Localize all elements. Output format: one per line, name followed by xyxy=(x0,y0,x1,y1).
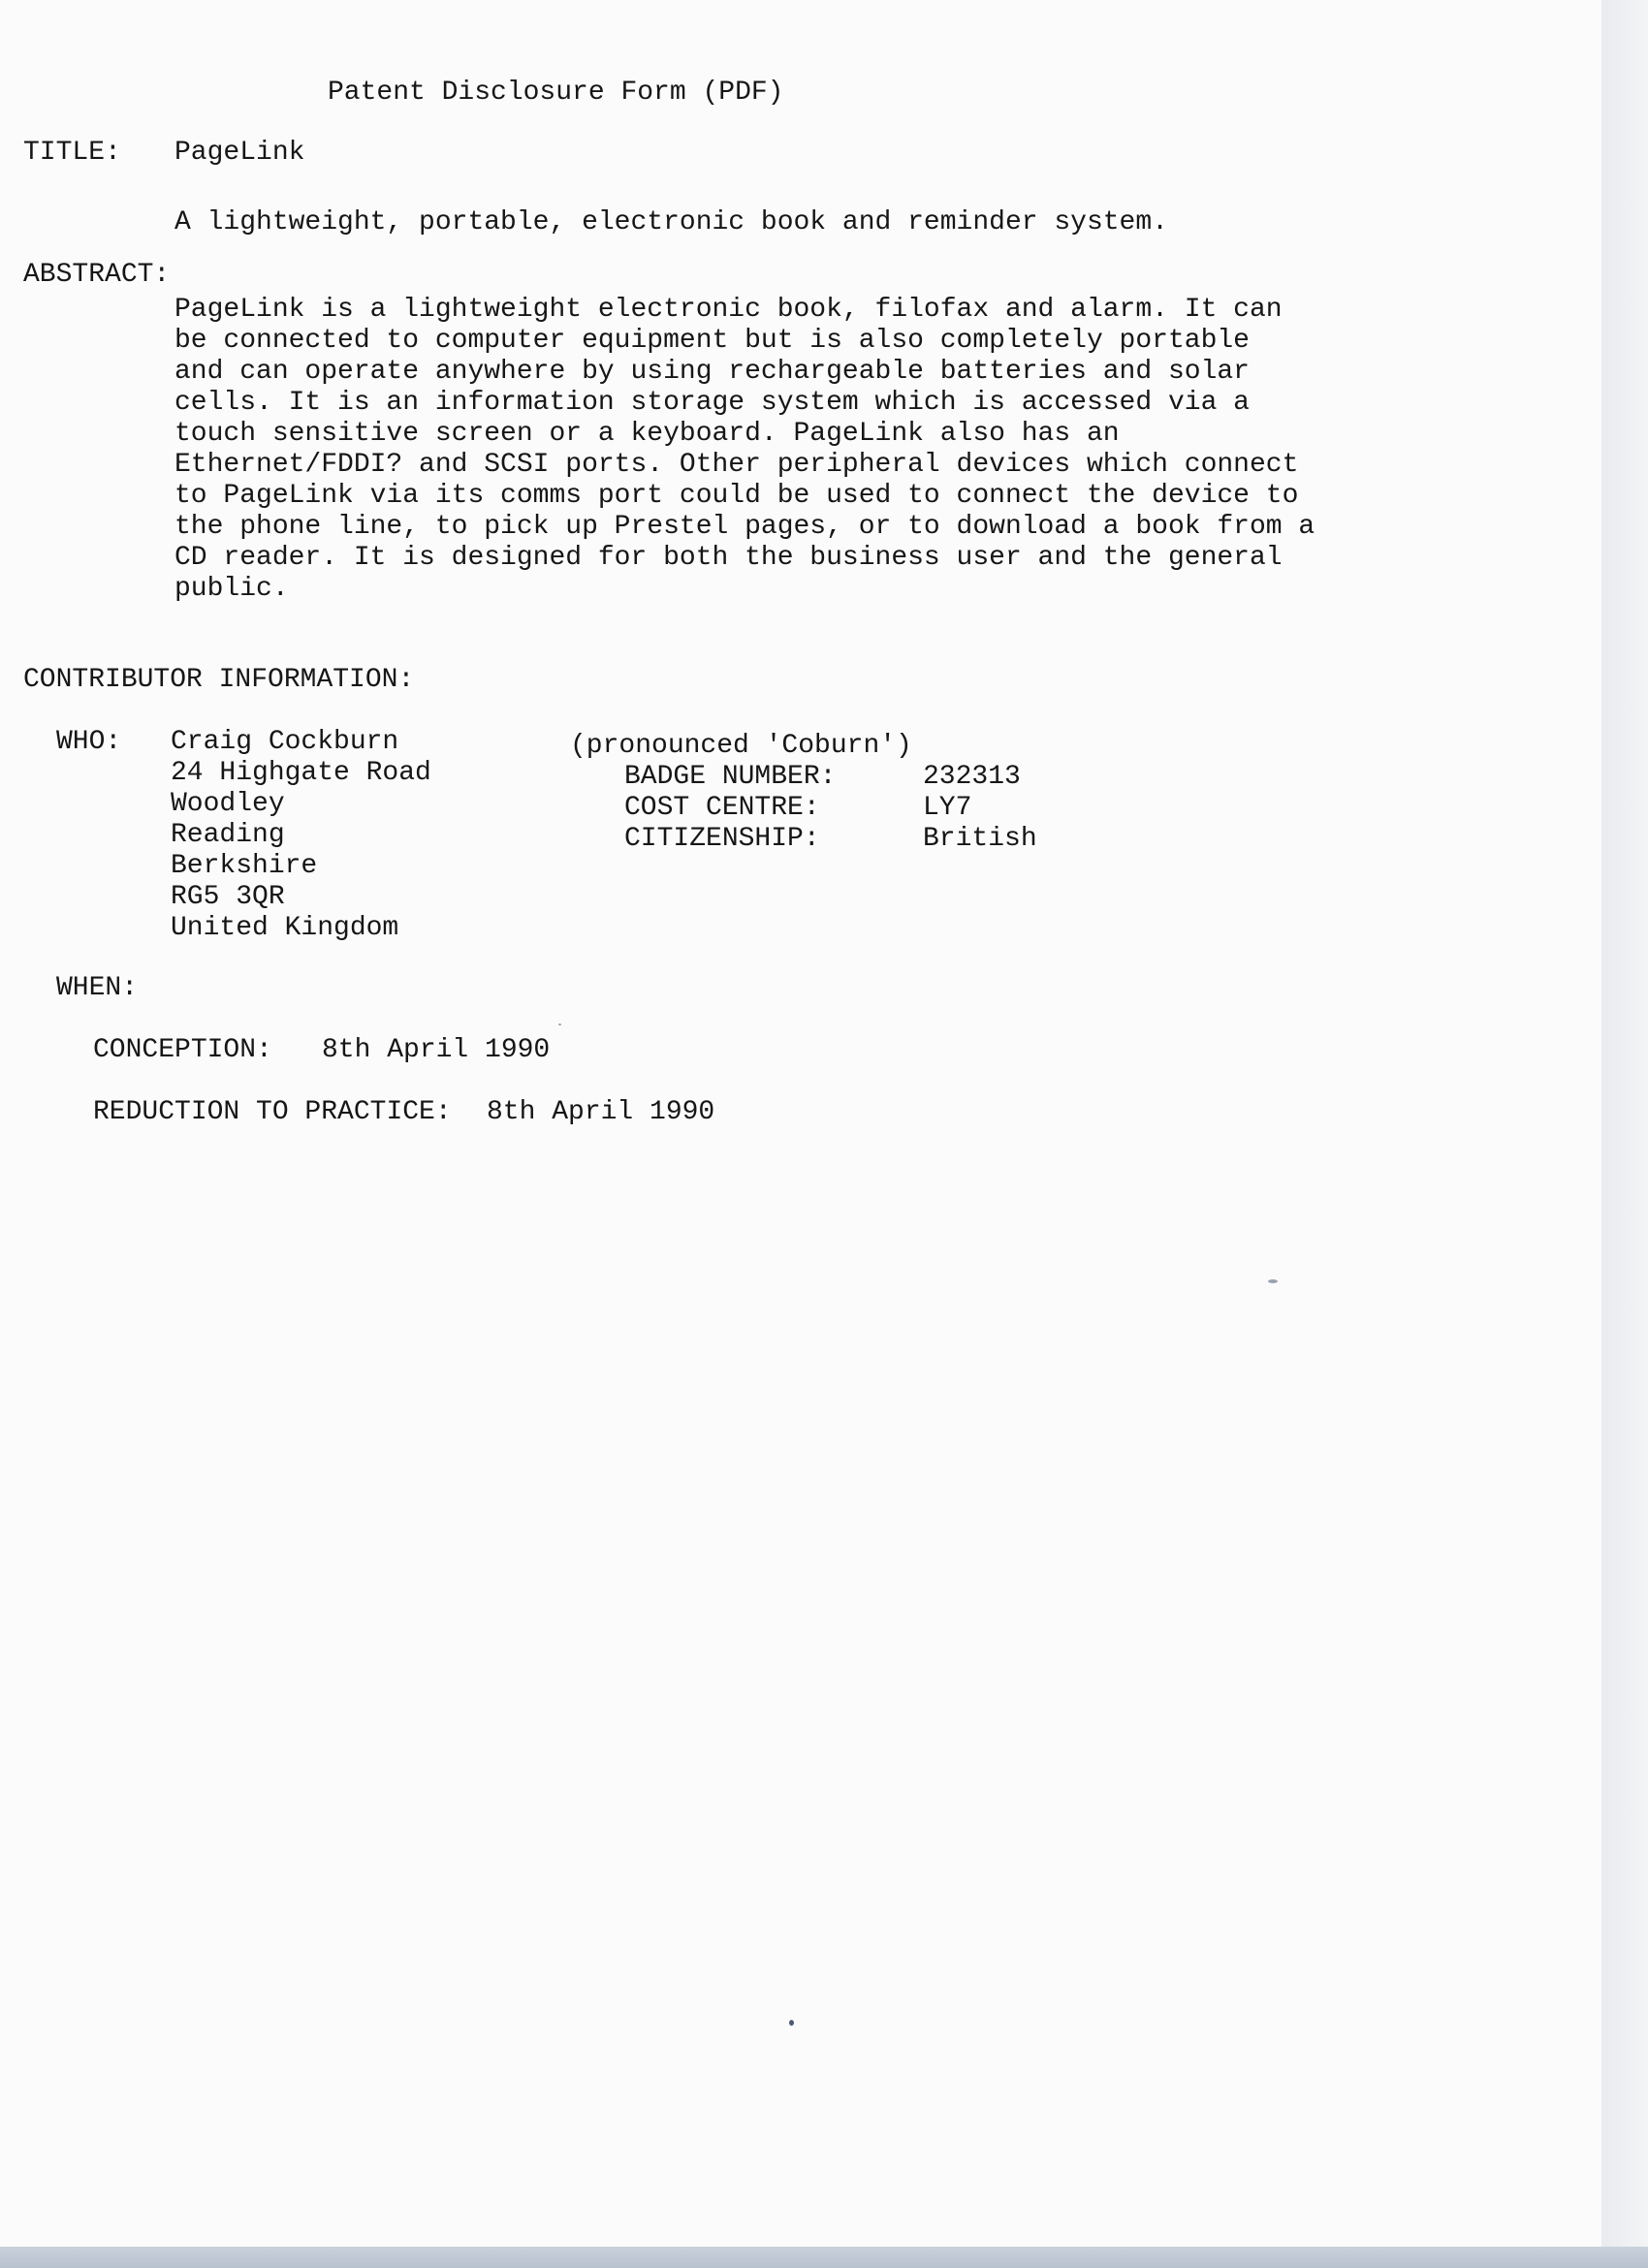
reduction-date: 8th April 1990 xyxy=(487,1097,715,1127)
abstract-line: be connected to computer equipment but is also completely portable xyxy=(174,326,1250,356)
address-locality: Woodley xyxy=(171,789,285,819)
address-town: Reading xyxy=(171,820,285,850)
form-title: Patent Disclosure Form (PDF) xyxy=(328,78,784,108)
abstract-line: cells. It is an information storage system which is accessed via a xyxy=(174,388,1250,418)
abstract-line: to PageLink via its comms port could be used to connect the device to xyxy=(174,481,1299,511)
scan-margin-bottom xyxy=(0,2247,1648,2268)
abstract-line: Ethernet/FDDI? and SCSI ports. Other peripheral devices which connect xyxy=(174,450,1299,480)
address-county: Berkshire xyxy=(171,851,318,881)
scan-margin-right xyxy=(1601,0,1648,2268)
contributor-label: CONTRIBUTOR INFORMATION: xyxy=(23,665,415,695)
cost-centre-label: COST CENTRE: xyxy=(624,793,820,823)
when-label: WHEN: xyxy=(56,973,139,1003)
abstract-line: public. xyxy=(174,574,289,604)
citizenship-label: CITIZENSHIP: xyxy=(624,824,820,854)
abstract-line: the phone line, to pick up Prestel pages, or to download a book from a xyxy=(174,512,1315,542)
abstract-line: CD reader. It is designed for both the business user and the general xyxy=(174,543,1283,573)
title-description: A lightweight, portable, electronic book and reminder system. xyxy=(174,207,1168,237)
address-country: United Kingdom xyxy=(171,913,399,943)
badge-number-label: BADGE NUMBER: xyxy=(624,762,837,792)
conception-label: CONCEPTION: xyxy=(93,1035,272,1065)
who-label: WHO: xyxy=(56,727,122,757)
abstract-text xyxy=(174,295,1512,605)
title-value: PageLink xyxy=(174,138,305,168)
address-postcode: RG5 3QR xyxy=(171,882,285,912)
cost-centre-value: LY7 xyxy=(923,793,972,823)
abstract-line: PageLink is a lightweight electronic book, filofax and alarm. It can xyxy=(174,295,1283,325)
badge-number-value: 232313 xyxy=(923,762,1021,792)
scan-speck xyxy=(1268,1279,1278,1283)
scan-speck xyxy=(789,2020,794,2026)
conception-date: 8th April 1990 xyxy=(322,1035,551,1065)
abstract-label: ABSTRACT: xyxy=(23,260,171,290)
address-street: 24 Highgate Road xyxy=(171,758,431,788)
scan-speck xyxy=(558,1024,561,1025)
title-label: TITLE: xyxy=(23,138,121,168)
abstract-line: and can operate anywhere by using rechargeable batteries and solar xyxy=(174,357,1250,387)
citizenship-value: British xyxy=(923,824,1037,854)
contributor-name: Craig Cockburn xyxy=(171,727,399,757)
pronunciation-note: (pronounced 'Coburn') xyxy=(570,731,912,761)
reduction-label: REDUCTION TO PRACTICE: xyxy=(93,1097,452,1127)
abstract-line: touch sensitive screen or a keyboard. PageLink also has an xyxy=(174,419,1120,449)
